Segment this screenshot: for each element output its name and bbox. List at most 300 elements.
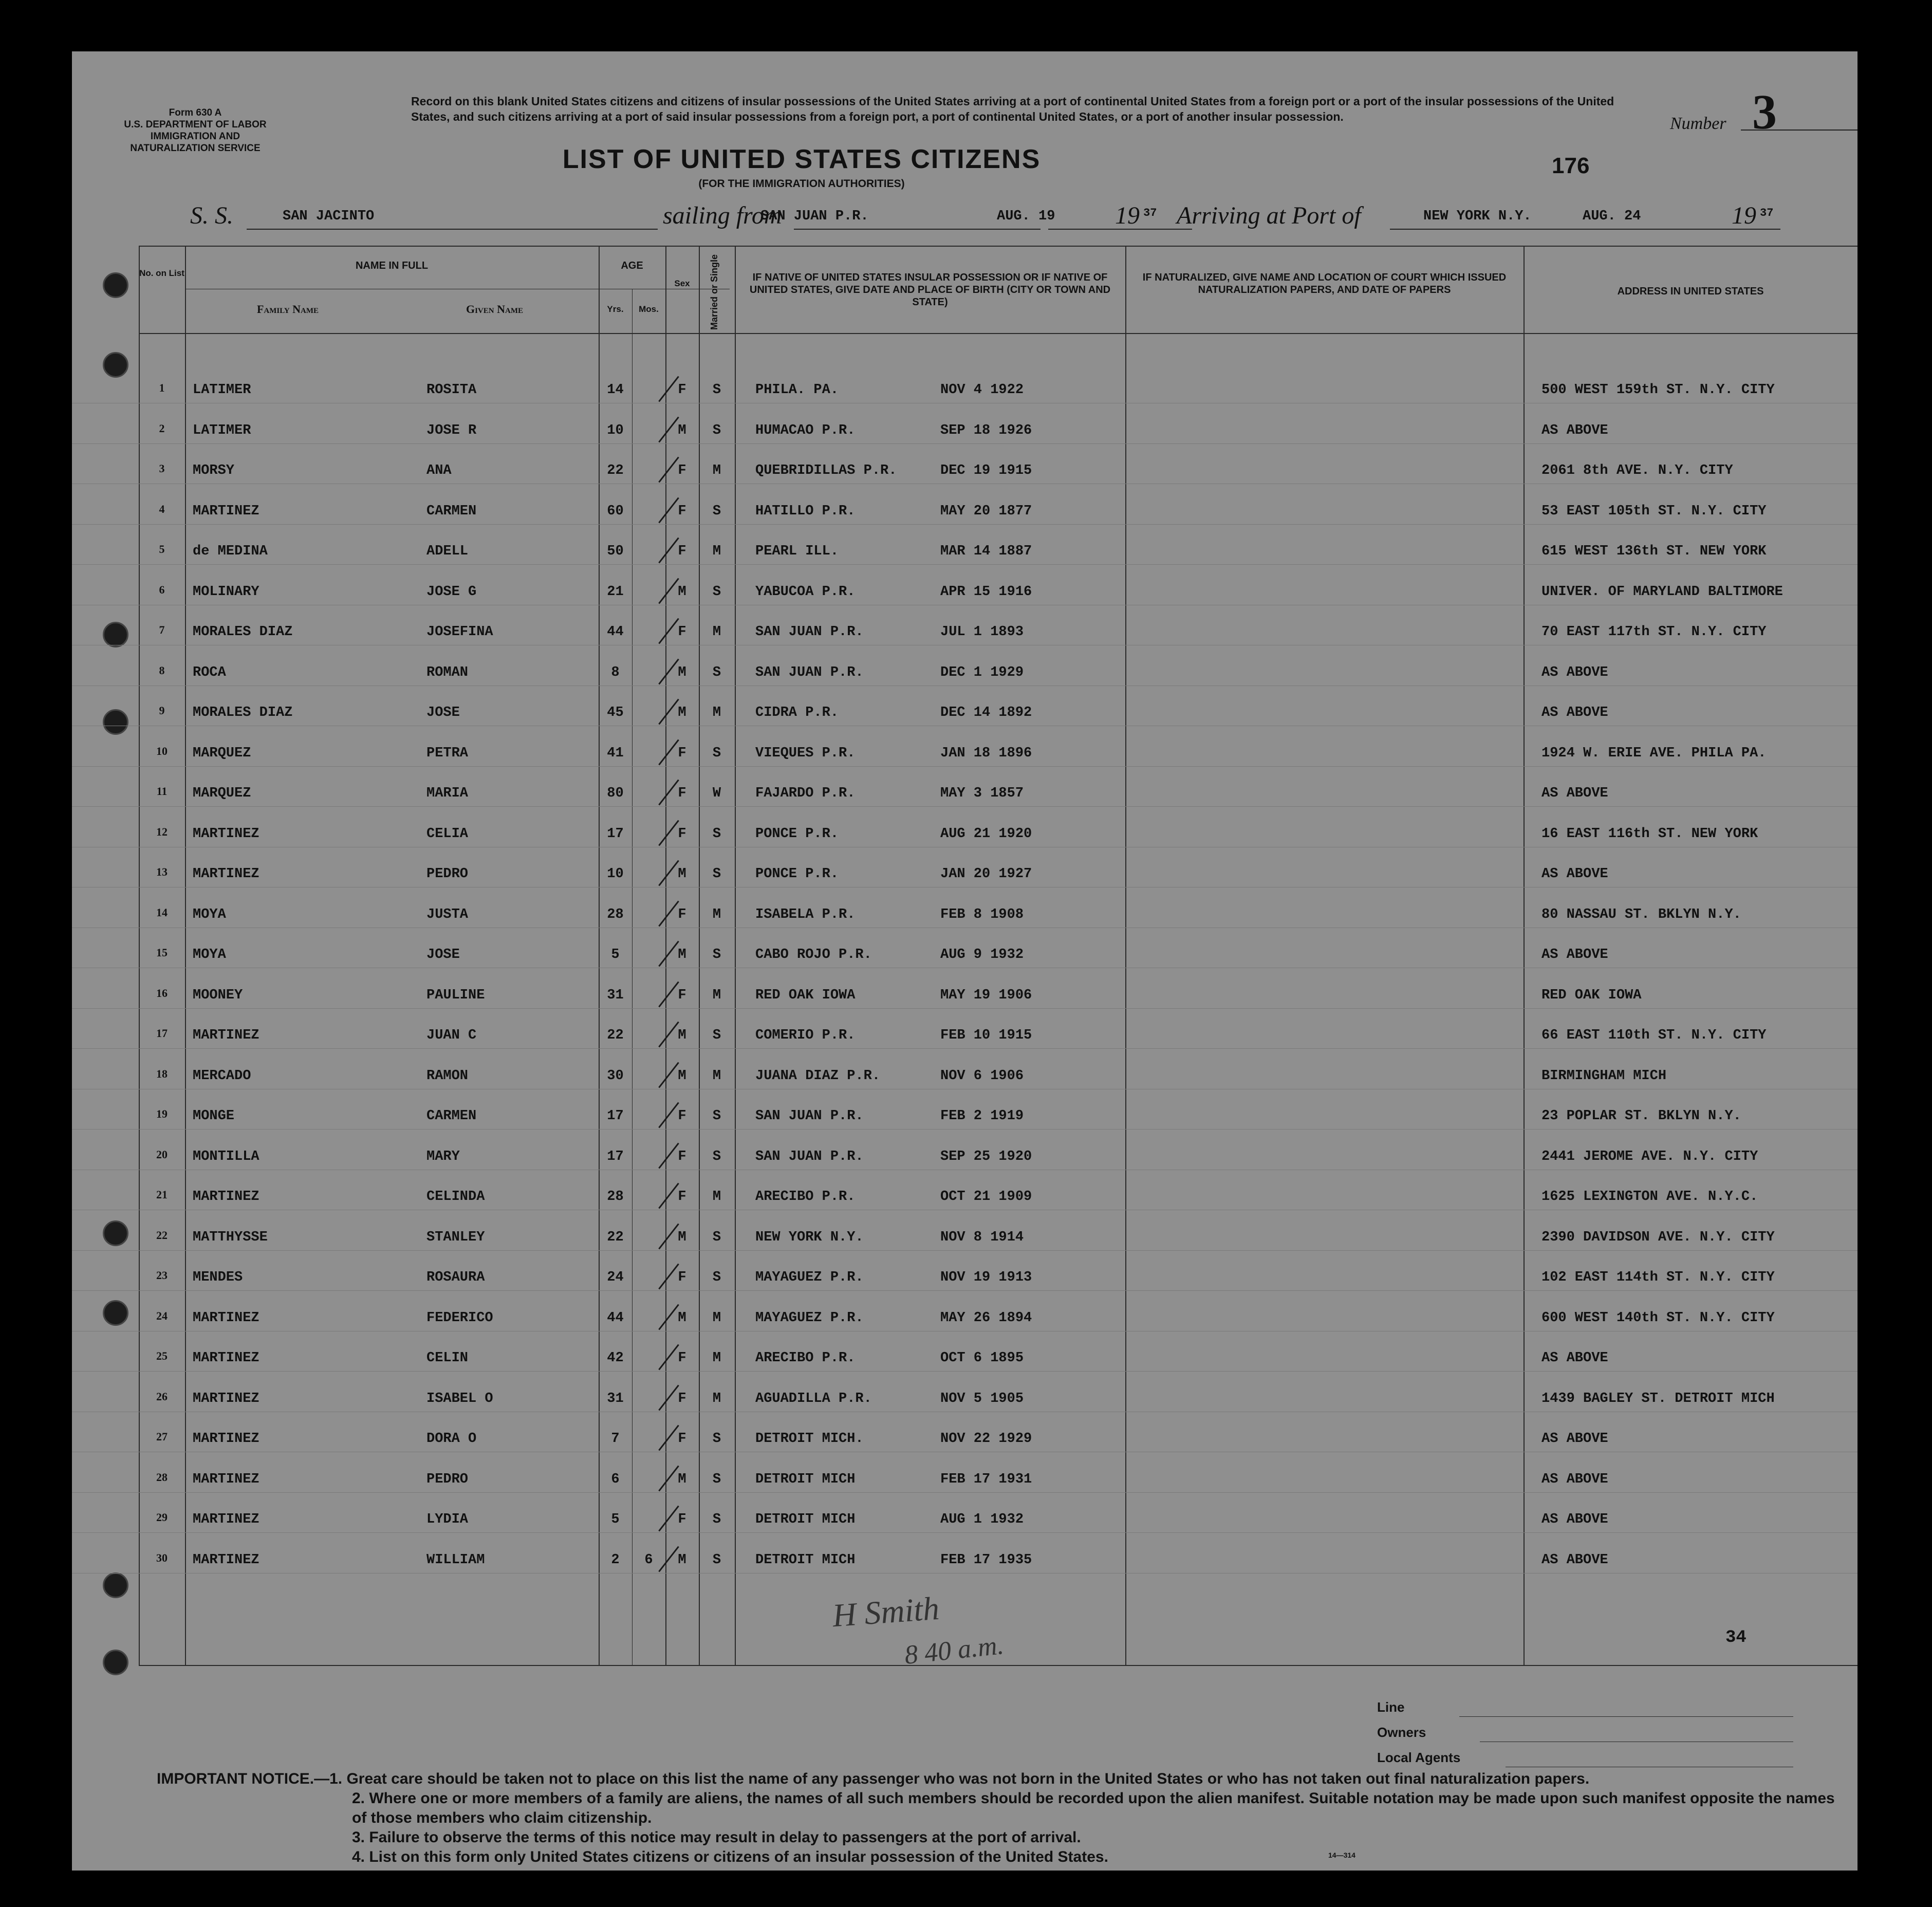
age-months: 6 [644, 1552, 653, 1568]
age-years: 22 [607, 1028, 624, 1043]
row-number: 3 [159, 462, 165, 475]
table-row [72, 1339, 1857, 1379]
birth-place: MAYAGUEZ P.R. [755, 1310, 864, 1326]
address: 66 EAST 110th ST. N.Y. CITY [1541, 1028, 1767, 1043]
family-name: MARTINEZ [193, 1431, 259, 1447]
birth-date: JUL 1 1893 [940, 624, 1024, 640]
age-years: 8 [611, 664, 620, 680]
header-naturalized: IF NATURALIZED, GIVE NAME AND LOCATION OF COURT WHICH ISSUED NATURALIZATION PAPERS, AND DATE OF PAPERS [1142, 272, 1507, 295]
sex: F [678, 1350, 686, 1366]
marital-status: S [712, 422, 721, 438]
row-rule [72, 1290, 1857, 1291]
birth-place: JUANA DIAZ P.R. [755, 1068, 881, 1084]
number-value: 3 [1752, 84, 1777, 139]
given-name: RAMON [426, 1068, 469, 1084]
notice-item: 1. Great care should be taken not to place on this list the name of any passenger who was not born in the United States or who has not taken out final naturalization papers. [329, 1770, 1590, 1787]
age-years: 10 [607, 422, 624, 438]
header-yrs: Yrs. [607, 304, 624, 314]
header-given-name: Given Name [466, 303, 523, 316]
sex: M [678, 1068, 686, 1084]
address: AS ABOVE [1541, 786, 1608, 801]
given-name: PETRA [426, 745, 469, 761]
marital-status: S [712, 1471, 721, 1487]
birth-date: FEB 17 1935 [940, 1552, 1032, 1568]
notice-item: 2. Where one or more members of a family are aliens, the names of all such members should be recorded upon the alien manifest. Suitable notation may be made upon such manifest opposite the names of those members who claim citizenship. [352, 1790, 1835, 1826]
birth-date: FEB 17 1931 [940, 1471, 1032, 1487]
age-years: 14 [607, 382, 624, 398]
sex: F [678, 745, 686, 761]
sex: F [678, 786, 686, 801]
family-name: LATIMER [193, 422, 251, 438]
birth-place: SAN JUAN P.R. [755, 1108, 864, 1124]
page-number: 176 [1552, 153, 1590, 178]
age-years: 45 [607, 705, 624, 720]
header-age: AGE [621, 260, 643, 271]
birth-date: AUG 9 1932 [940, 947, 1024, 962]
ship-name: SAN JACINTO [283, 209, 375, 224]
given-name: PAULINE [426, 987, 485, 1003]
table-row [72, 412, 1857, 452]
given-name: ANA [426, 463, 452, 478]
table-row [72, 855, 1857, 895]
sex: M [678, 1552, 686, 1568]
birth-date: FEB 8 1908 [940, 906, 1024, 922]
year-prefix: 19 [1732, 202, 1756, 229]
sex: F [678, 1512, 686, 1527]
given-name: STANLEY [426, 1229, 485, 1245]
row-rule [72, 1129, 1857, 1130]
marital-status: M [712, 624, 721, 640]
handwritten-time-note: 8 40 a.m. [903, 1631, 1006, 1670]
birth-date: OCT 6 1895 [940, 1350, 1024, 1366]
row-number: 6 [159, 583, 165, 596]
marital-status: S [712, 1028, 721, 1043]
birth-place: YABUCOA P.R. [755, 584, 856, 600]
table-row [72, 1097, 1857, 1137]
header-address: ADDRESS IN UNITED STATES [1617, 286, 1764, 297]
row-number: 8 [159, 663, 165, 677]
row-number: 1 [159, 381, 165, 394]
family-name: MARTINEZ [193, 1391, 259, 1406]
age-years: 50 [607, 544, 624, 559]
address: 2441 JEROME AVE. N.Y. CITY [1541, 1149, 1758, 1164]
family-name: MENDES [193, 1270, 243, 1285]
age-years: 5 [611, 1512, 620, 1527]
address: AS ABOVE [1541, 705, 1608, 720]
row-number: 28 [156, 1470, 168, 1484]
sex: M [678, 1028, 686, 1043]
row-number: 2 [159, 421, 165, 435]
address: AS ABOVE [1541, 1350, 1608, 1366]
table-row [72, 734, 1857, 774]
given-name: JUSTA [426, 906, 469, 922]
marital-status: S [712, 1229, 721, 1245]
table-top-border [139, 246, 1857, 247]
depart-date: AUG. 19 [997, 209, 1055, 224]
sex: F [678, 463, 686, 478]
address: 2390 DAVIDSON AVE. N.Y. CITY [1541, 1229, 1775, 1245]
family-name: LATIMER [193, 382, 251, 398]
table-row [72, 654, 1857, 694]
age-years: 42 [607, 1350, 624, 1366]
age-years: 28 [607, 906, 624, 922]
birth-date: DEC 14 1892 [940, 705, 1032, 720]
family-name: MORALES DIAZ [193, 705, 293, 720]
age-years: 24 [607, 1270, 624, 1285]
birth-place: SAN JUAN P.R. [755, 624, 864, 640]
birth-place: RED OAK IOWA [755, 987, 856, 1003]
table-row [72, 896, 1857, 936]
address: RED OAK IOWA [1541, 987, 1642, 1003]
birth-date: MAY 20 1877 [940, 503, 1032, 519]
sex: M [678, 422, 686, 438]
table-row [72, 936, 1857, 976]
address: AS ABOVE [1541, 422, 1608, 438]
marital-status: S [712, 745, 721, 761]
header-family-name: Family Name [256, 303, 319, 316]
row-rule [72, 1371, 1857, 1372]
row-number: 13 [156, 865, 168, 878]
age-years: 30 [607, 1068, 624, 1084]
table-row [72, 1420, 1857, 1460]
birth-date: NOV 6 1906 [940, 1068, 1024, 1084]
address: UNIVER. OF MARYLAND BALTIMORE [1541, 584, 1783, 600]
birth-place: QUEBRIDILLAS P.R. [755, 463, 897, 478]
given-name: CELINDA [426, 1189, 485, 1205]
table-row [72, 1218, 1857, 1258]
to-port: NEW YORK N.Y. [1423, 209, 1532, 224]
given-name: JOSEFINA [426, 624, 493, 640]
arrive-year: 37 [1760, 207, 1774, 219]
marital-status: S [712, 1108, 721, 1124]
address: 23 POPLAR ST. BKLYN N.Y. [1541, 1108, 1741, 1124]
table-row [72, 1057, 1857, 1097]
from-port: SAN JUAN P.R. [760, 209, 869, 224]
birth-date: NOV 22 1929 [940, 1431, 1032, 1447]
birth-place: MAYAGUEZ P.R. [755, 1270, 864, 1285]
row-number: 20 [156, 1147, 168, 1161]
birth-date: JAN 18 1896 [940, 745, 1032, 761]
row-number: 25 [156, 1349, 168, 1362]
birth-date: NOV 19 1913 [940, 1270, 1032, 1285]
notice-item: 4. List on this form only United States citizens or citizens of an insular possession of the United States. [352, 1848, 1108, 1865]
given-name: CELIN [426, 1350, 469, 1366]
row-number: 14 [156, 905, 168, 919]
birth-place: HUMACAO P.R. [755, 422, 856, 438]
row-number: 10 [156, 744, 168, 757]
family-name: MOLINARY [193, 584, 259, 600]
marital-status: S [712, 826, 721, 842]
table-row [72, 1016, 1857, 1057]
punch-hole [103, 272, 128, 298]
table-row [72, 976, 1857, 1016]
table-row [72, 492, 1857, 532]
row-number: 7 [159, 623, 165, 636]
owners-label: Owners [1377, 1725, 1426, 1740]
marital-status: S [712, 584, 721, 600]
sex: F [678, 906, 686, 922]
birth-place: COMERIO P.R. [755, 1028, 856, 1043]
table-row [72, 1299, 1857, 1339]
age-years: 31 [607, 987, 624, 1003]
sex: F [678, 1189, 686, 1205]
birth-date: SEP 25 1920 [940, 1149, 1032, 1164]
sex: M [678, 1471, 686, 1487]
row-number: 17 [156, 1027, 168, 1040]
marital-status: S [712, 503, 721, 519]
punch-hole [103, 1650, 128, 1675]
given-name: FEDERICO [426, 1310, 493, 1326]
birth-date: AUG 21 1920 [940, 826, 1032, 842]
birth-date: NOV 8 1914 [940, 1229, 1024, 1245]
given-name: DORA O [426, 1431, 477, 1447]
row-number: 24 [156, 1309, 168, 1322]
row-rule [72, 564, 1857, 565]
age-years: 44 [607, 1310, 624, 1326]
age-years: 44 [607, 624, 624, 640]
birth-date: MAY 3 1857 [940, 786, 1024, 801]
local-agents-label: Local Agents [1377, 1750, 1461, 1765]
address: AS ABOVE [1541, 1471, 1608, 1487]
given-name: JOSE [426, 705, 460, 720]
table-bottom-border [139, 1665, 1857, 1666]
marital-status: M [712, 1189, 721, 1205]
table-row [72, 1258, 1857, 1299]
marital-status: M [712, 705, 721, 720]
row-number: 27 [156, 1430, 168, 1443]
family-name: MARQUEZ [193, 786, 251, 801]
birth-place: FAJARDO P.R. [755, 786, 856, 801]
given-name: PEDRO [426, 866, 469, 882]
margin-number: 34 [1725, 1628, 1747, 1647]
marital-status: S [712, 1149, 721, 1164]
table-row [72, 694, 1857, 734]
given-name: MARY [426, 1149, 460, 1164]
arrive-date: AUG. 24 [1583, 209, 1641, 224]
header-birth: IF NATIVE OF UNITED STATES INSULAR POSSESSION OR IF NATIVE OF UNITED STATES, GIVE DATE AND PLACE OF BIRTH (CITY OR TOWN AND STATE) [749, 272, 1111, 308]
birth-place: CIDRA P.R. [755, 705, 839, 720]
birth-place: SAN JUAN P.R. [755, 1149, 864, 1164]
family-name: MATTHYSSE [193, 1229, 268, 1245]
line-label: Line [1377, 1699, 1405, 1715]
row-number: 30 [156, 1551, 168, 1564]
marital-status: M [712, 1068, 721, 1084]
sex: M [678, 1310, 686, 1326]
address: 600 WEST 140th ST. N.Y. CITY [1541, 1310, 1775, 1326]
year-prefix: 19 [1115, 202, 1140, 229]
table-row [72, 1380, 1857, 1420]
table-row [72, 613, 1857, 653]
marital-status: M [712, 1350, 721, 1366]
age-years: 7 [611, 1431, 620, 1447]
given-name: ISABEL O [426, 1391, 493, 1406]
important-notice [157, 1769, 1852, 1867]
family-name: MARTINEZ [193, 1189, 259, 1205]
given-name: CELIA [426, 826, 469, 842]
address: 53 EAST 105th ST. N.Y. CITY [1541, 503, 1767, 519]
sex: M [678, 947, 686, 962]
address: AS ABOVE [1541, 866, 1608, 882]
marital-status: M [712, 544, 721, 559]
row-number: 5 [159, 543, 165, 556]
address: 1625 LEXINGTON AVE. N.Y.C. [1541, 1189, 1758, 1205]
birth-date: JAN 20 1927 [940, 866, 1032, 882]
given-name: LYDIA [426, 1512, 469, 1527]
birth-place: ARECIBO P.R. [755, 1189, 856, 1205]
row-rule [72, 443, 1857, 444]
sex: F [678, 624, 686, 640]
table-row [72, 532, 1857, 572]
birth-date: APR 15 1916 [940, 584, 1032, 600]
form-id-line: U.S. DEPARTMENT OF LABOR [124, 119, 267, 130]
row-number: 29 [156, 1511, 168, 1524]
address: AS ABOVE [1541, 664, 1608, 680]
birth-date: MAY 26 1894 [940, 1310, 1032, 1326]
marital-status: S [712, 664, 721, 680]
header-mos: Mos. [639, 304, 659, 314]
row-number: 4 [159, 502, 165, 515]
address: 500 WEST 159th ST. N.Y. CITY [1541, 382, 1775, 398]
birth-place: DETROIT MICH [755, 1552, 856, 1568]
family-name: ROCA [193, 664, 226, 680]
row-number: 11 [156, 785, 168, 798]
sex: F [678, 987, 686, 1003]
row-number: 12 [156, 825, 168, 838]
age-years: 60 [607, 503, 624, 519]
row-number: 23 [156, 1269, 168, 1282]
family-name: MARTINEZ [193, 826, 259, 842]
depart-year: 37 [1143, 207, 1157, 219]
row-number: 16 [156, 986, 168, 999]
family-name: MORSY [193, 463, 235, 478]
header-no-on-list: No. on List [139, 268, 184, 278]
age-years: 41 [607, 745, 624, 761]
birth-place: DETROIT MICH [755, 1471, 856, 1487]
top-notice: Record on this blank United States citizens and citizens of insular possessions of the United States arriving at a port of continental United States from a foreign port or a port of the insular possessions of the United States, and such citizens arriving at a port of said insular possessions from a foreign port, a port of continental United States, or a port of another insular possession. [411, 95, 1614, 123]
address: 102 EAST 114th ST. N.Y. CITY [1541, 1270, 1775, 1285]
address: AS ABOVE [1541, 1552, 1608, 1568]
number-label: Number [1670, 114, 1726, 133]
form-id-line: Form 630 A [169, 107, 222, 118]
family-name: MARTINEZ [193, 866, 259, 882]
age-years: 6 [611, 1471, 620, 1487]
birth-date: MAR 14 1887 [940, 544, 1032, 559]
table-row [72, 573, 1857, 613]
marital-status: S [712, 1270, 721, 1285]
birth-place: HATILLO P.R. [755, 503, 856, 519]
age-years: 10 [607, 866, 624, 882]
sex: F [678, 382, 686, 398]
form-code: 14—314 [1328, 1851, 1355, 1859]
age-years: 22 [607, 1229, 624, 1245]
header-name-in-full: NAME IN FULL [355, 260, 429, 271]
birth-place: PONCE P.R. [755, 826, 839, 842]
age-years: 5 [611, 947, 620, 962]
page-subtitle: (FOR THE IMMIGRATION AUTHORITIES) [698, 178, 905, 190]
family-name: MERCADO [193, 1068, 251, 1084]
given-name: CARMEN [426, 503, 477, 519]
arrive-underline [1390, 229, 1780, 230]
given-name: ADELL [426, 544, 469, 559]
birth-date: OCT 21 1909 [940, 1189, 1032, 1205]
birth-date: AUG 1 1932 [940, 1512, 1024, 1527]
marital-status: S [712, 1512, 721, 1527]
given-name: ROSITA [426, 382, 477, 398]
marital-status: M [712, 1310, 721, 1326]
age-years: 31 [607, 1391, 624, 1406]
birth-date: FEB 2 1919 [940, 1108, 1024, 1124]
address: 1439 BAGLEY ST. DETROIT MICH [1541, 1391, 1775, 1406]
marital-status: W [712, 786, 721, 801]
family-name: MARTINEZ [193, 1512, 259, 1527]
sex: F [678, 1431, 686, 1447]
sex: M [678, 584, 686, 600]
sex: F [678, 1149, 686, 1164]
row-number: 19 [156, 1107, 168, 1120]
family-name: MOYA [193, 947, 226, 962]
age-years: 17 [607, 1149, 624, 1164]
row-rule [72, 1008, 1857, 1009]
sex: M [678, 664, 686, 680]
birth-place: NEW YORK N.Y. [755, 1229, 864, 1245]
marital-status: S [712, 1552, 721, 1568]
birth-date: FEB 10 1915 [940, 1028, 1032, 1043]
important-notice-label: IMPORTANT NOTICE.— [157, 1770, 330, 1787]
family-name: MORALES DIAZ [193, 624, 293, 640]
family-name: MARQUEZ [193, 745, 251, 761]
header-bottom-border [139, 333, 1857, 334]
marital-status: S [712, 947, 721, 962]
birth-place: DETROIT MICH [755, 1512, 856, 1527]
row-number: 9 [159, 704, 165, 717]
given-name: JOSE [426, 947, 460, 962]
address: 2061 8th AVE. N.Y. CITY [1541, 463, 1733, 478]
table-row [72, 1501, 1857, 1541]
family-name: MARTINEZ [193, 1471, 259, 1487]
age-years: 28 [607, 1189, 624, 1205]
form-id-line: IMMIGRATION AND [150, 131, 240, 142]
family-name: MARTINEZ [193, 1028, 259, 1043]
given-name: WILLIAM [426, 1552, 485, 1568]
notice-item: 3. Failure to observe the terms of this notice may result in delay to passengers at the port of arrival. [352, 1829, 1081, 1846]
table-row [72, 774, 1857, 814]
row-rule [72, 806, 1857, 807]
birth-date: NOV 5 1905 [940, 1391, 1024, 1406]
row-number: 21 [156, 1188, 168, 1201]
birth-place: PEARL ILL. [755, 544, 839, 559]
row-number: 26 [156, 1390, 168, 1403]
age-years: 80 [607, 786, 624, 801]
sex: M [678, 705, 686, 720]
arriving-label: Arriving at Port of [1177, 202, 1361, 229]
birth-date: DEC 1 1929 [940, 664, 1024, 680]
address: AS ABOVE [1541, 1431, 1608, 1447]
marital-status: M [712, 463, 721, 478]
birth-place: PHILA. PA. [755, 382, 839, 398]
table-row [72, 1138, 1857, 1178]
sex: F [678, 1108, 686, 1124]
table-row [72, 1460, 1857, 1501]
family-name: MARTINEZ [193, 1310, 259, 1326]
address: 615 WEST 136th ST. NEW YORK [1541, 544, 1767, 559]
row-rule [72, 1048, 1857, 1049]
given-name: ROMAN [426, 664, 469, 680]
family-name: MOONEY [193, 987, 243, 1003]
family-name: MOYA [193, 906, 226, 922]
family-name: de MEDINA [193, 544, 268, 559]
marital-status: M [712, 1391, 721, 1406]
birth-place: AGUADILLA P.R. [755, 1391, 872, 1406]
